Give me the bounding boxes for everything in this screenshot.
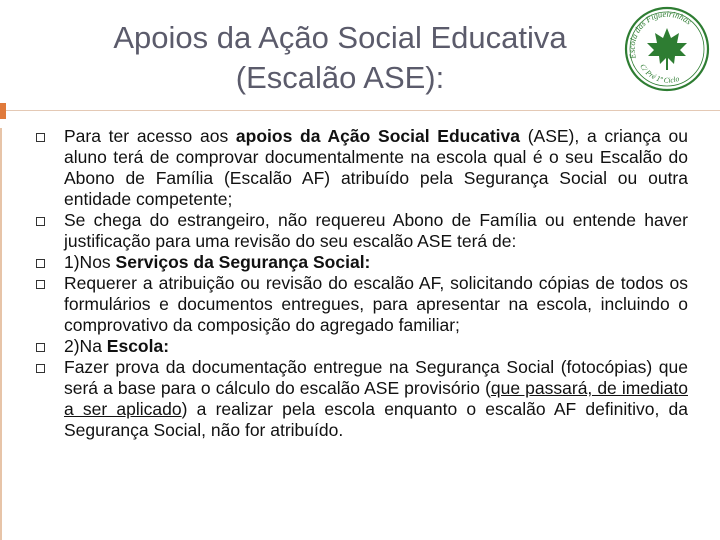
left-border [0, 128, 2, 540]
square-bullet-icon [36, 217, 45, 226]
list-item: Para ter acesso aos apoios da Ação Social Educativa (ASE), a criança ou aluno terá de comprovar documentalmente na escola qual é o seu Escalão do Abono de Família (Escalão AF) atribuído pela Segurança Social ou outra entidade competente; [36, 126, 688, 210]
square-bullet-icon [36, 259, 45, 268]
square-bullet-icon [36, 343, 45, 352]
square-bullet-icon [36, 133, 45, 142]
page-title-line-1: Apoios da Ação Social Educativa [113, 20, 567, 55]
underlined-text: que passará, de imediato a ser aplicado [64, 378, 688, 419]
square-bullet-icon [36, 364, 45, 373]
list-item: 1)Nos Serviços da Segurança Social: [36, 252, 688, 273]
title-divider [6, 110, 720, 111]
page-title-line-2: (Escalão ASE): [235, 60, 445, 95]
list-item: Fazer prova da documentação entregue na Segurança Social (fotocópias) que será a base para o cálculo do escalão ASE provisório (que passará, de imediato a ser aplicado) a realizar pela escola enquanto o escalão AF definitivo, da Segurança Social, não for atribuído. [36, 357, 688, 441]
list-item: 2)Na Escola: [36, 336, 688, 357]
accent-bar [0, 103, 6, 119]
list-item: Se chega do estrangeiro, não requereu Abono de Família ou entende haver justificação para uma revisão do seu escalão ASE terá de: [36, 210, 688, 252]
page-title [60, 18, 620, 98]
bullet-list [36, 126, 688, 441]
logo-text-bottom: C/ Pré 1º Ciclo [638, 62, 681, 85]
list-item: Requerer a atribuição ou revisão do escalão AF, solicitando cópias de todos os formulários e documentos entregues, para apresentar na escola, incluindo o comprovativo da composição do agregado familiar; [36, 273, 688, 336]
square-bullet-icon [36, 280, 45, 289]
school-logo [624, 6, 710, 92]
logo-text-top: Escola das Figueirinhas [626, 8, 694, 60]
